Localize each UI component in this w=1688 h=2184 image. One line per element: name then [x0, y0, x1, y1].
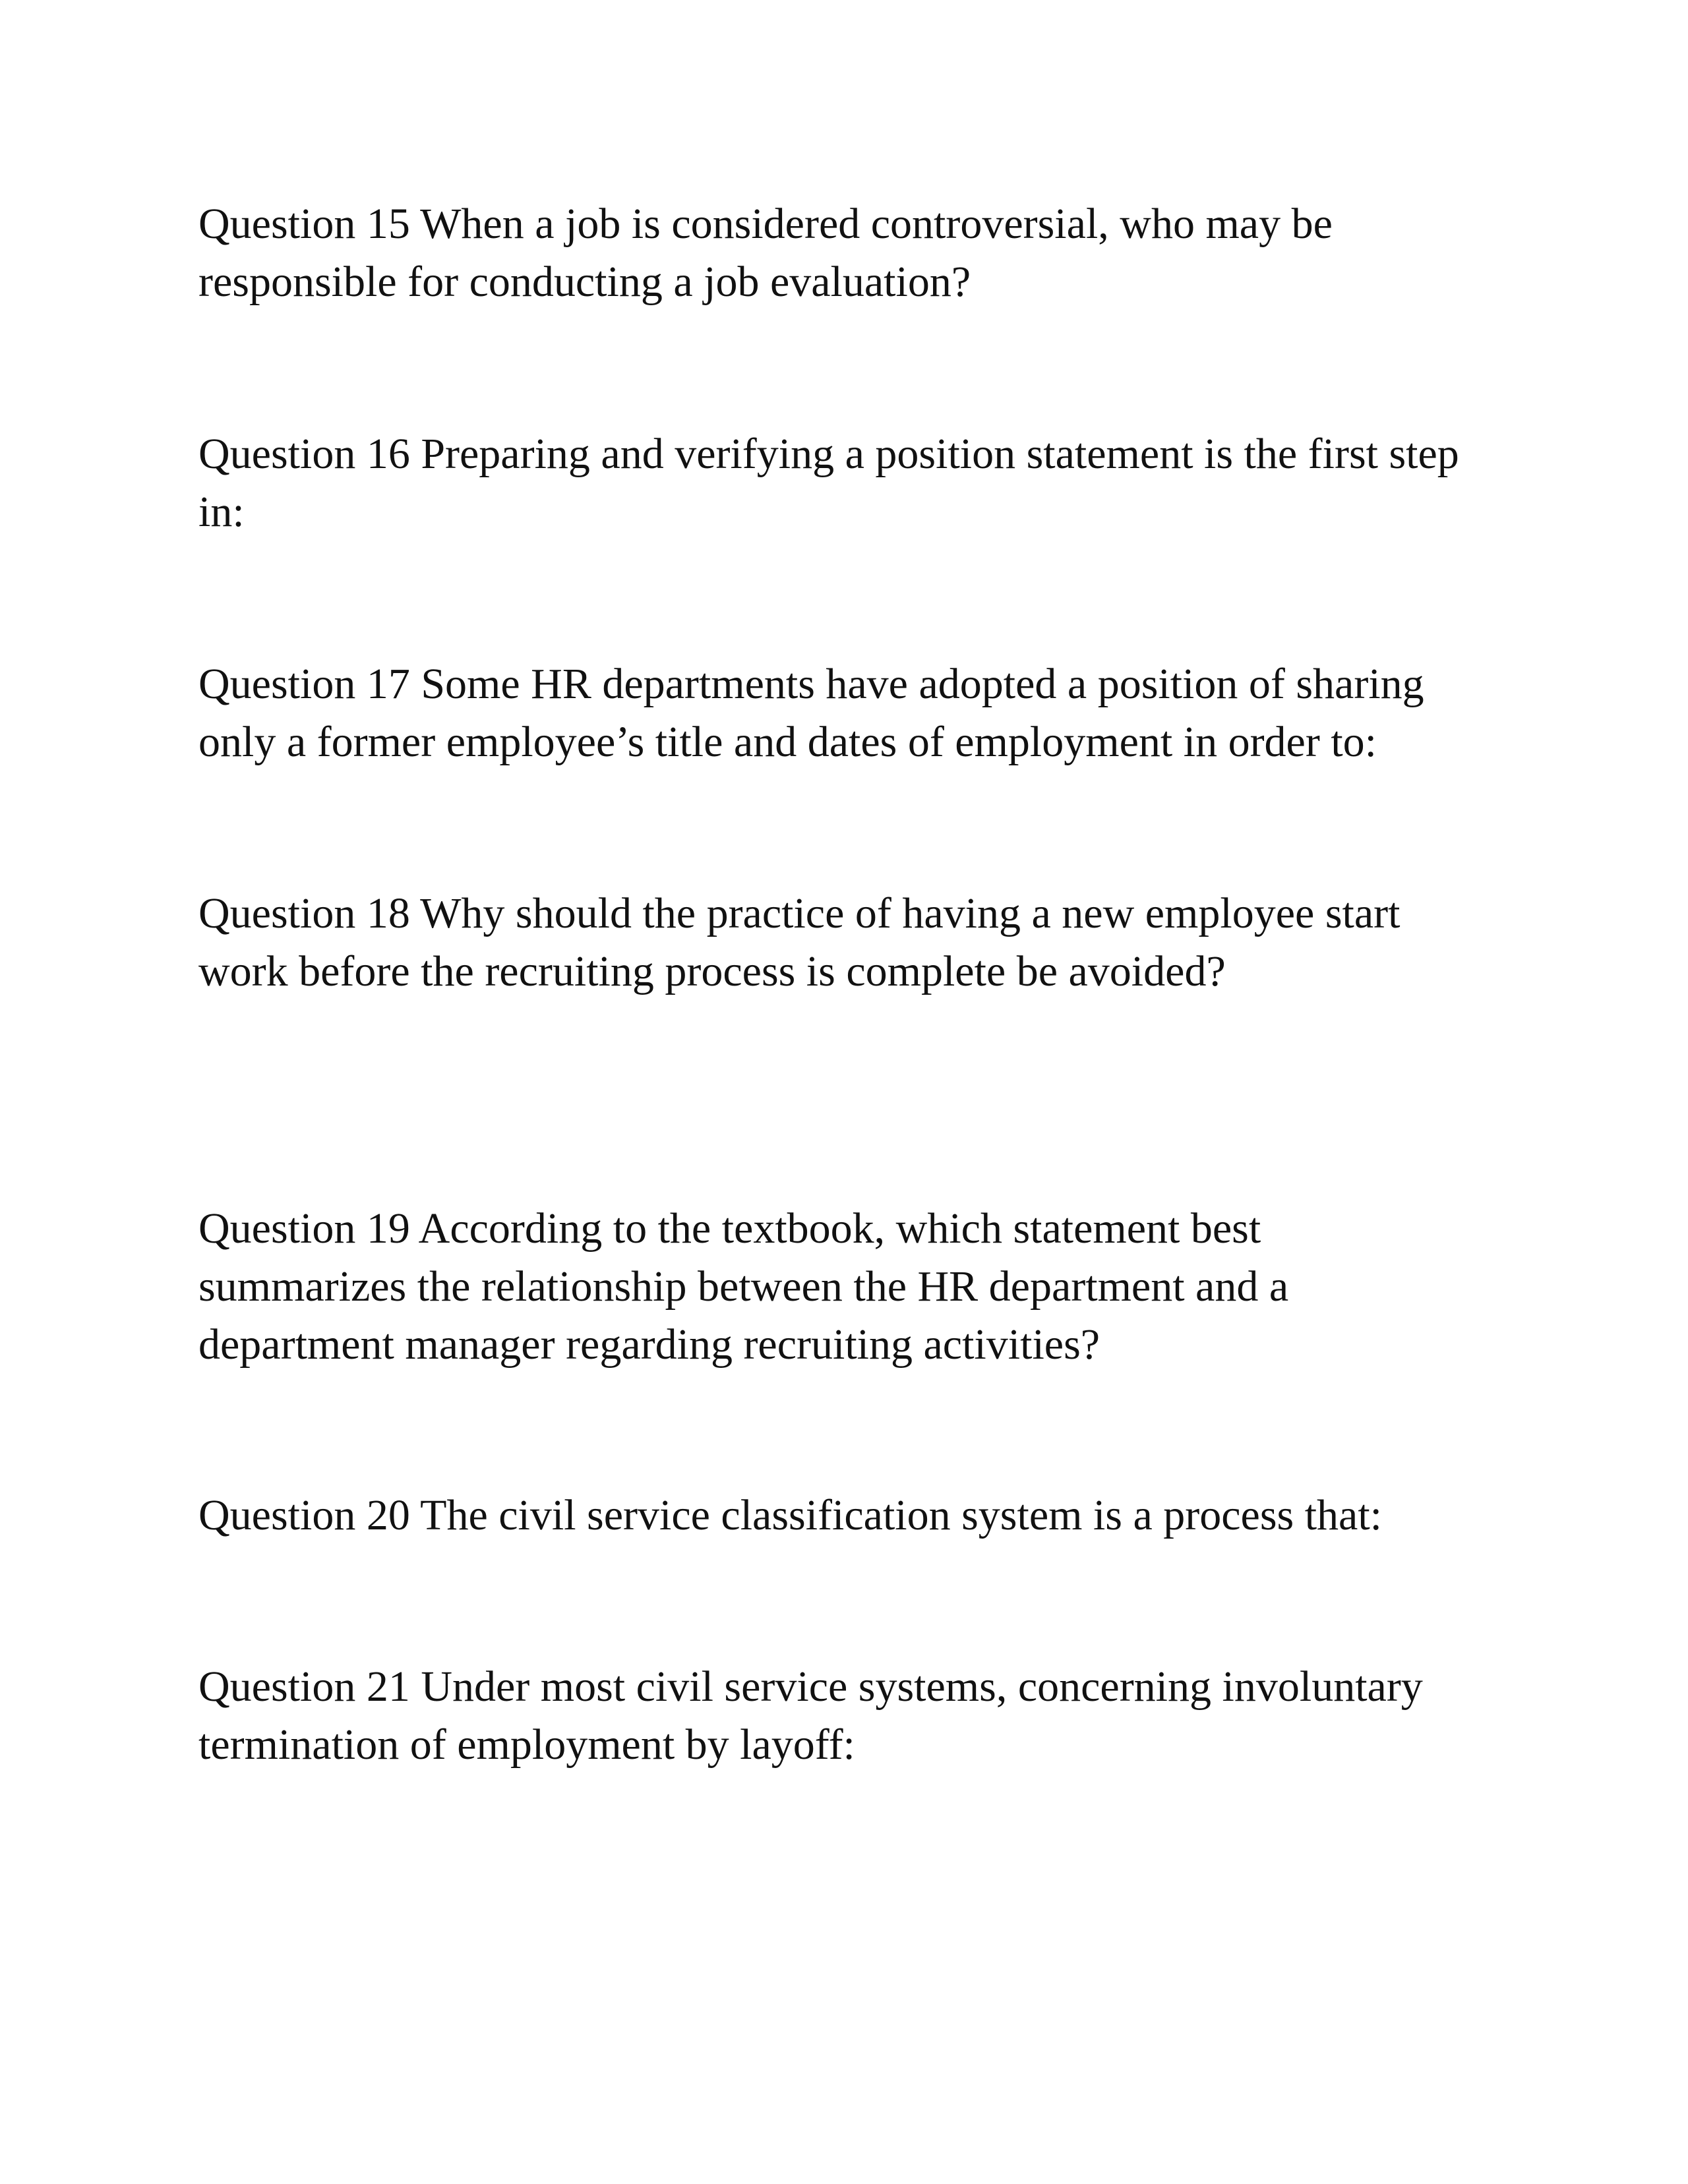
question-21: Question 21 Under most civil service systems, concerning involuntary termination of employment by layoff: [198, 1663, 1423, 1769]
question-18: Question 18 Why should the practice of having a new employee start work before the recruiting process is complete be avoided? [198, 889, 1401, 995]
question-17: Question 17 Some HR departments have adopted a position of sharing only a former employee’s title and dates of employment in order to: [198, 660, 1424, 766]
question-20: Question 20 The civil service classification system is a process that: [198, 1491, 1383, 1539]
question-16: Question 16 Preparing and verifying a position statement is the first step in: [198, 430, 1459, 536]
question-19: Question 19 According to the textbook, which statement best summarizes the relationship between the HR department and a department manager regarding recruiting activities? [198, 1204, 1289, 1369]
question-15: Question 15 When a job is considered controversial, who may be responsible for conducting a job evaluation? [198, 200, 1333, 306]
